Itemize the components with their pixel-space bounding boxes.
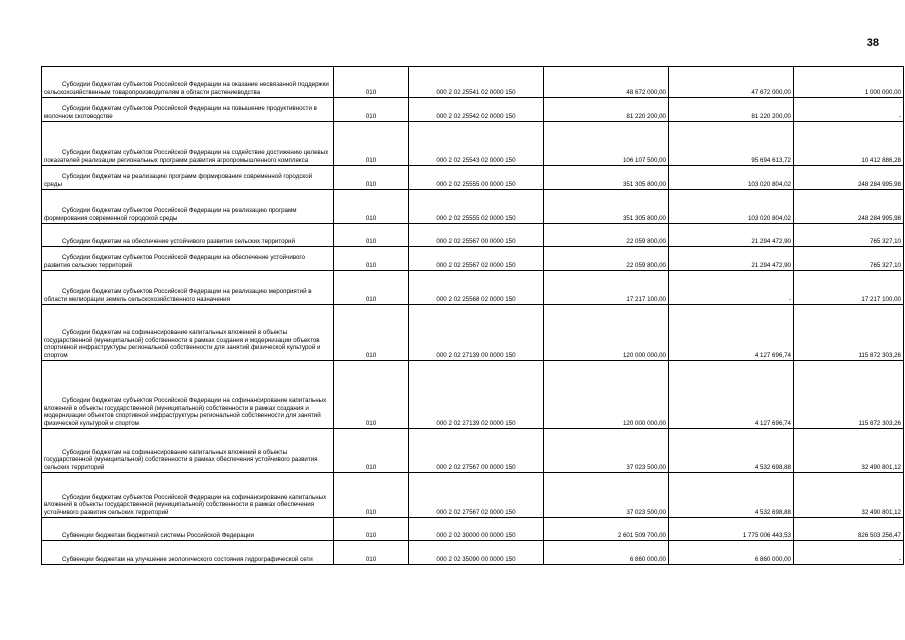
row-kbk: 000 2 02 25568 02 0000 150 (409, 271, 544, 305)
row-remainder: 826 503 256,47 (794, 518, 904, 541)
table-row (42, 361, 904, 429)
row-plan: 6 860 000,00 (544, 541, 669, 565)
table-row (42, 271, 904, 305)
row-name-cell (42, 473, 334, 518)
row-executed: 4 532 698,88 (669, 429, 794, 473)
row-name-cell (42, 518, 334, 541)
row-code: 010 (334, 429, 409, 473)
row-executed: - (669, 271, 794, 305)
row-plan: 120 000 000,00 (544, 361, 669, 429)
row-remainder: 32 490 801,12 (794, 473, 904, 518)
row-plan: 22 059 800,00 (544, 247, 669, 271)
row-remainder: 248 284 995,98 (794, 190, 904, 224)
row-kbk: 000 2 02 25555 00 0000 150 (409, 166, 544, 190)
row-executed: 21 294 472,90 (669, 224, 794, 247)
row-code: 010 (334, 166, 409, 190)
row-code: 010 (334, 305, 409, 361)
row-remainder: 765 327,10 (794, 224, 904, 247)
row-kbk: 000 2 02 25543 02 0000 150 (409, 122, 544, 166)
row-kbk: 000 2 02 25542 02 0000 150 (409, 98, 544, 122)
row-name: Субсидии бюджетам на реализацию программ формирования современной городской среды (44, 173, 313, 188)
row-executed: 6 860 000,00 (669, 541, 794, 565)
row-name-cell (42, 361, 334, 429)
table-row (42, 541, 904, 565)
row-remainder: - (794, 541, 904, 565)
row-executed: 95 694 613,72 (669, 122, 794, 166)
row-name-cell (42, 98, 334, 122)
row-name: Субсидии бюджетам на софинансирование капитальных вложений в объекты государственной (муниципальной) собственности в рамках обеспечения устойчивого развития сельских территорий (44, 448, 318, 471)
row-remainder: 765 327,10 (794, 247, 904, 271)
row-plan: 106 107 500,00 (544, 122, 669, 166)
row-name-cell (42, 166, 334, 190)
row-name-cell (42, 224, 334, 247)
table-row (42, 98, 904, 122)
row-executed: 4 127 696,74 (669, 305, 794, 361)
row-executed: 47 672 000,00 (669, 67, 794, 98)
row-code: 010 (334, 122, 409, 166)
row-plan: 48 672 000,00 (544, 67, 669, 98)
row-name: Субсидии бюджетам на софинансирование капитальных вложений в объекты государственной (муниципальной) собственности в рамках создания и модернизации объектов спортивной инфраструктуры региональной собственности для занятий физической культурой и спортом (44, 329, 321, 359)
row-code: 010 (334, 518, 409, 541)
row-plan: 351 305 800,00 (544, 166, 669, 190)
row-kbk: 000 2 02 27139 00 0000 150 (409, 305, 544, 361)
budget-table-body (42, 67, 904, 565)
row-name: Субсидии бюджетам субъектов Российской Федерации на оказание несвязанной поддержки сельскохозяйственным товаропроизводителям в области растениеводства (44, 81, 329, 96)
table-row (42, 429, 904, 473)
row-plan: 37 023 500,00 (544, 429, 669, 473)
table-row (42, 166, 904, 190)
table-row (42, 247, 904, 271)
row-executed: 81 220 200,00 (669, 98, 794, 122)
row-kbk: 000 2 02 25567 00 0000 150 (409, 224, 544, 247)
row-code: 010 (334, 247, 409, 271)
row-remainder: 1 000 000,00 (794, 67, 904, 98)
row-plan: 120 000 000,00 (544, 305, 669, 361)
row-name: Субвенции бюджетам на улучшение экологического состояния гидрографической сети (62, 555, 313, 563)
row-executed: 103 020 804,02 (669, 190, 794, 224)
row-remainder: 115 872 303,26 (794, 305, 904, 361)
row-remainder: 10 412 886,28 (794, 122, 904, 166)
row-code: 010 (334, 190, 409, 224)
row-plan: 37 023 500,00 (544, 473, 669, 518)
row-kbk: 000 2 02 30000 00 0000 150 (409, 518, 544, 541)
row-name: Субсидии бюджетам на обеспечение устойчивого развития сельских территорий (62, 237, 295, 245)
row-name-cell (42, 67, 334, 98)
row-kbk: 000 2 02 27567 02 0000 150 (409, 473, 544, 518)
table-row (42, 224, 904, 247)
page-number: 38 (866, 37, 879, 49)
row-name-cell (42, 190, 334, 224)
table-row (42, 190, 904, 224)
row-name-cell (42, 305, 334, 361)
table-row (42, 305, 904, 361)
row-kbk: 000 2 02 27139 02 0000 150 (409, 361, 544, 429)
row-name-cell (42, 271, 334, 305)
row-plan: 22 059 800,00 (544, 224, 669, 247)
row-code: 010 (334, 361, 409, 429)
row-executed: 103 020 804,02 (669, 166, 794, 190)
row-remainder: 248 284 995,98 (794, 166, 904, 190)
row-name: Субсидии бюджетам субъектов Российской Федерации на реализацию программ формирования современной городской среды (44, 207, 297, 222)
row-code: 010 (334, 541, 409, 565)
row-code: 010 (334, 67, 409, 98)
row-kbk: 000 2 02 25555 02 0000 150 (409, 190, 544, 224)
row-name-cell (42, 429, 334, 473)
row-plan: 351 305 800,00 (544, 190, 669, 224)
row-executed: 4 532 698,88 (669, 473, 794, 518)
table-row (42, 518, 904, 541)
row-remainder: 32 490 801,12 (794, 429, 904, 473)
row-name: Субсидии бюджетам субъектов Российской Федерации на обеспечение устойчивого развития сельских территорий (44, 254, 305, 269)
table-row (42, 122, 904, 166)
row-plan: 2 601 509 700,00 (544, 518, 669, 541)
row-name: Субвенции бюджетам бюджетной системы Российской Федерации (62, 531, 255, 539)
row-kbk: 000 2 02 25567 02 0000 150 (409, 247, 544, 271)
row-remainder: - (794, 98, 904, 122)
row-code: 010 (334, 473, 409, 518)
budget-table (41, 66, 904, 565)
row-code: 010 (334, 224, 409, 247)
row-executed: 21 294 472,90 (669, 247, 794, 271)
row-remainder: 17 217 100,00 (794, 271, 904, 305)
row-code: 010 (334, 98, 409, 122)
row-name: Субсидии бюджетам субъектов Российской Федерации на реализацию мероприятий в области мелиорации земель сельскохозяйственного назначения (44, 288, 312, 303)
table-row (42, 473, 904, 518)
row-plan: 81 220 200,00 (544, 98, 669, 122)
row-remainder: 115 872 303,26 (794, 361, 904, 429)
row-name-cell (42, 247, 334, 271)
row-executed: 1 775 006 443,53 (669, 518, 794, 541)
row-code: 010 (334, 271, 409, 305)
row-kbk: 000 2 02 27567 00 0000 150 (409, 429, 544, 473)
table-row (42, 67, 904, 98)
row-name: Субсидии бюджетам субъектов Российской Федерации на повышение продуктивности в молочном скотоводстве (44, 105, 317, 120)
row-name-cell (42, 541, 334, 565)
row-name: Субсидии бюджетам субъектов Российской Федерации на содействие достижению целевых показателей реализации региональных программ развития агропромышленного комплекса (44, 149, 329, 164)
row-kbk: 000 2 02 35090 00 0000 150 (409, 541, 544, 565)
row-plan: 17 217 100,00 (544, 271, 669, 305)
row-name: Субсидии бюджетам субъектов Российской Федерации на софинансирование капитальных вложений в объекты государственной (муниципальной) собственности в рамках создания и модернизации объектов спортивной инфраструктуры региональной собственности для занятий физической культурой и спортом (44, 397, 327, 427)
row-name-cell (42, 122, 334, 166)
row-executed: 4 127 696,74 (669, 361, 794, 429)
row-name: Субсидии бюджетам субъектов Российской Федерации на софинансирование капитальных вложений в объекты государственной (муниципальной) собственности в рамках обеспечения устойчивого развития сельских территорий (44, 493, 327, 516)
row-kbk: 000 2 02 25541 02 0000 150 (409, 67, 544, 98)
